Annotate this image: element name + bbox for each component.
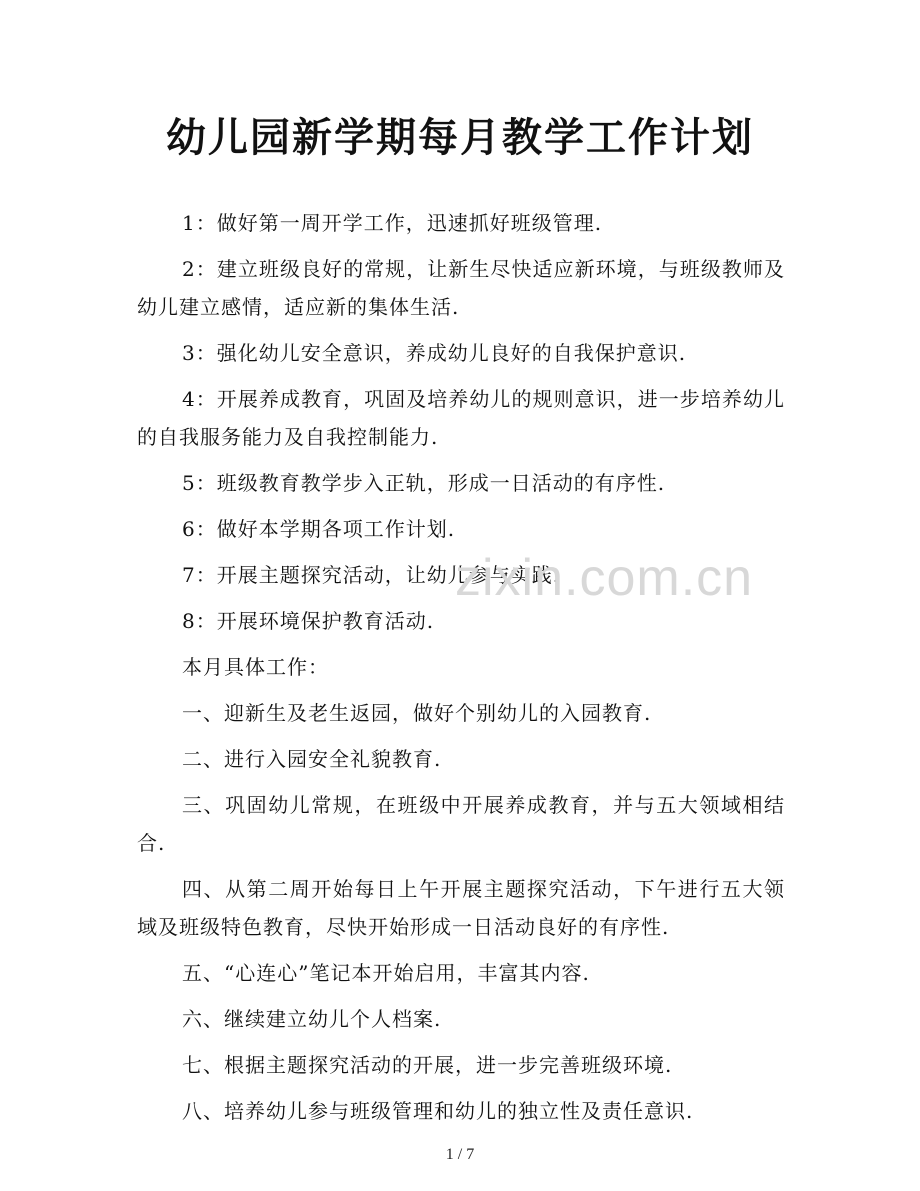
paragraph: 五、“心连心”笔记本开始启用，丰富其内容.	[182, 961, 590, 985]
paragraph: 四、从第二周开始每日上午开展主题探究活动，下午进行五大领域及班级特色教育，尽快开始形成一日活动良好的有序性.	[137, 877, 785, 939]
paragraph: 3：强化幼儿安全意识，养成幼儿良好的自我保护意识.	[182, 341, 687, 365]
document-title: 幼儿园新学期每月教学工作计划	[166, 114, 754, 161]
paragraph: 7：开展主题探究活动，让幼儿参与实践.	[182, 563, 561, 587]
paragraph: 1：做好第一周开学工作，迅速抓好班级管理.	[182, 211, 603, 235]
page-number: 1 / 7	[445, 1146, 475, 1163]
paragraph: 5：班级教育教学步入正轨，形成一日活动的有序性.	[182, 471, 666, 495]
paragraph: 一、迎新生及老生返园，做好个别幼儿的入园教育.	[182, 701, 652, 725]
paragraph: 4：开展养成教育，巩固及培养幼儿的规则意识，进一步培养幼儿的自我服务能力及自我控制能力.	[137, 387, 785, 449]
paragraph: 六、继续建立幼儿个人档案.	[182, 1007, 442, 1031]
section-heading: 本月具体工作：	[182, 655, 329, 679]
document-body	[137, 204, 785, 1138]
watermark: zixin.com.cn	[455, 549, 754, 607]
paragraph: 2：建立班级良好的常规，让新生尽快适应新环境，与班级教师及幼儿建立感情，适应新的集体生活.	[137, 257, 785, 319]
paragraph: 6：做好本学期各项工作计划.	[182, 517, 456, 541]
paragraph: 三、巩固幼儿常规，在班级中开展养成教育，并与五大领域相结合.	[137, 793, 785, 855]
paragraph: 七、根据主题探究活动的开展，进一步完善班级环境.	[182, 1053, 673, 1077]
paragraph: 二、进行入园安全礼貌教育.	[182, 747, 442, 771]
paragraph: 八、培养幼儿参与班级管理和幼儿的独立性及责任意识.	[182, 1099, 694, 1123]
paragraph: 8：开展环境保护教育活动.	[182, 609, 435, 633]
